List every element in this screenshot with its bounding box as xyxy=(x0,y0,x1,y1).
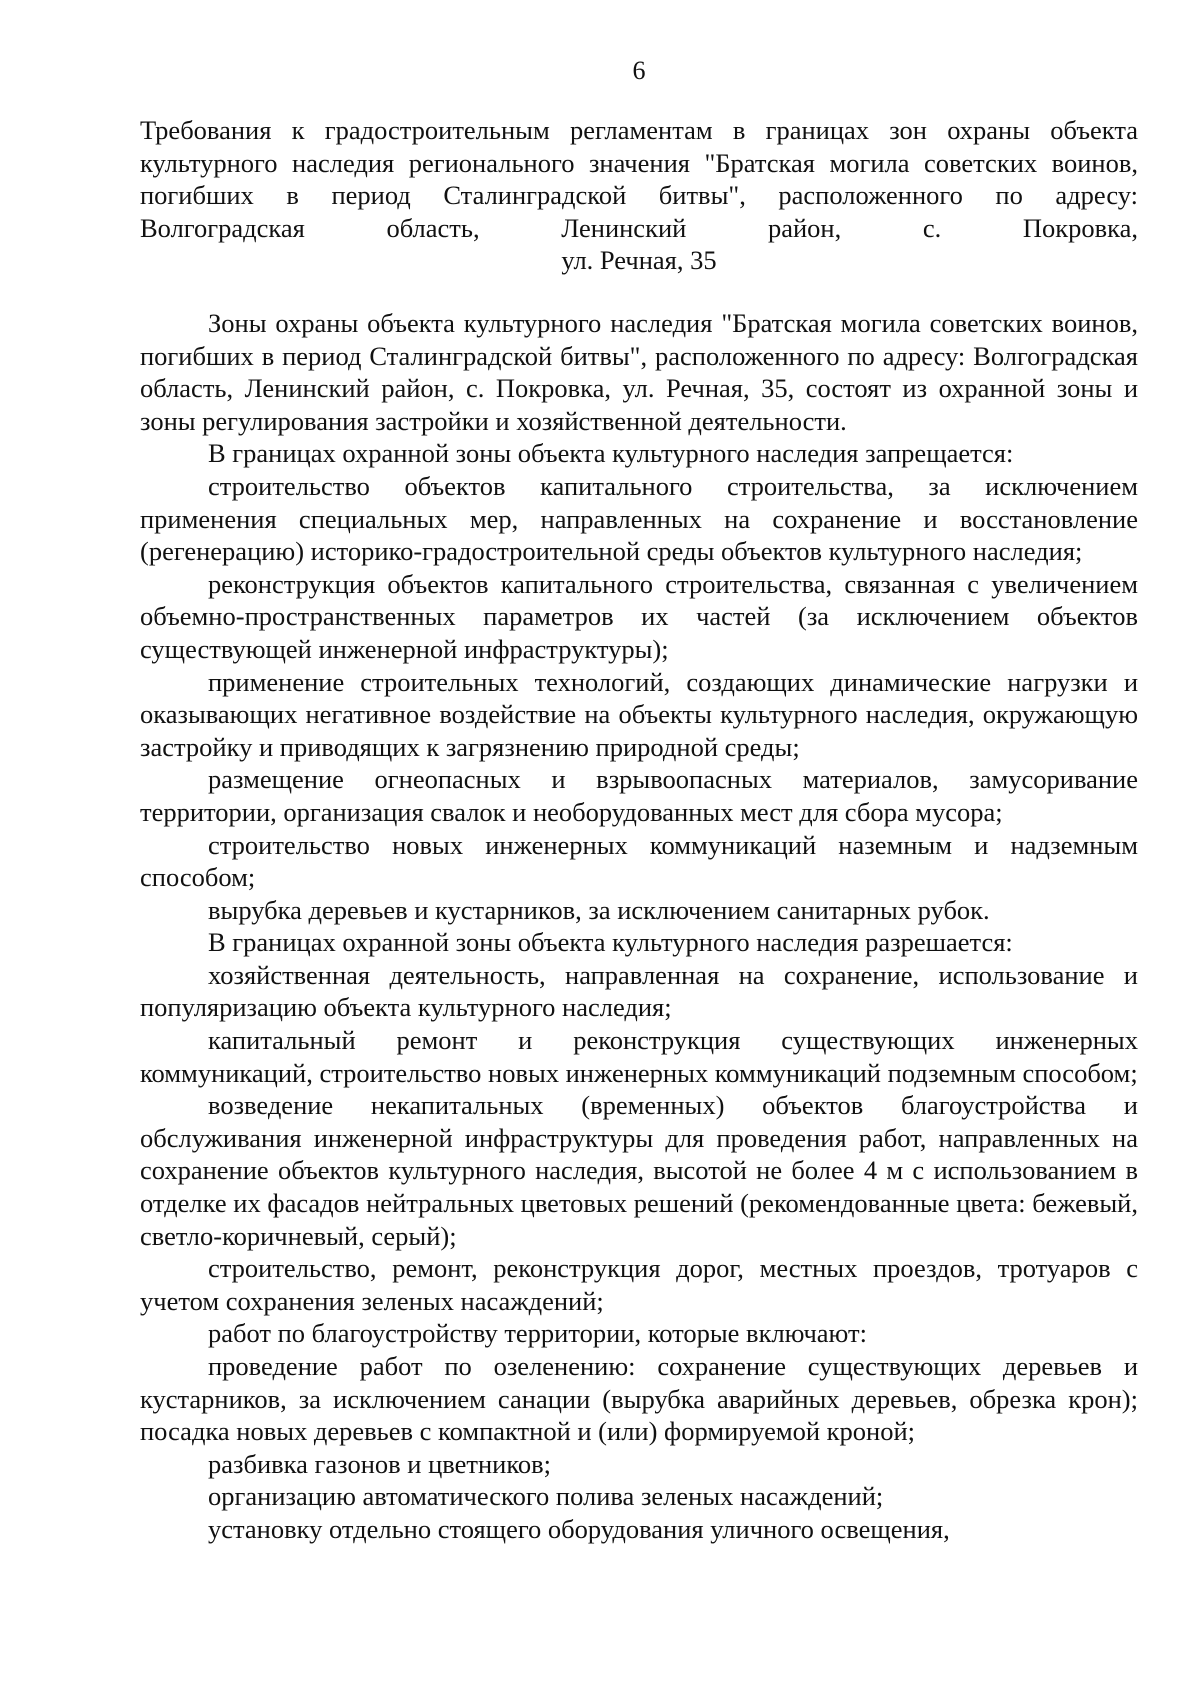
document-heading xyxy=(140,114,1138,277)
paragraph-allowed-item: хозяйственная деятельность, направленная на сохранение, использование и популяризацию объекта культурного наследия; xyxy=(140,959,1138,1023)
heading-line: погибших в период Сталинградской битвы", расположенного по адресу: xyxy=(140,180,1138,210)
paragraph-allowed-heading: В границах охранной зоны объекта культурного наследия разрешается: xyxy=(208,927,1013,958)
paragraph-prohibited-item: размещение огнеопасных и взрывоопасных материалов, замусоривание территории, организация свалок и необорудованных мест для сбора мусора; xyxy=(140,764,1138,827)
heading-address-line: ул. Речная, 35 xyxy=(561,245,717,275)
paragraph-prohibited-item: реконструкция объектов капитального строительства, связанная с увеличением объемно-пространственных параметров их частей (за исключением объектов существующей инженерной инфраструктуры); xyxy=(140,568,1138,664)
paragraph-prohibited-item: строительство объектов капитального строительства, за исключением применения специальных мер, направленных на сохранение и восстановление (регенерацию) историко-градостроительной среды объектов культурного наследия; xyxy=(140,470,1138,567)
paragraph-allowed-item: возведение некапитальных (временных) объектов благоустройства и обслуживания инженерной инфраструктуры для проведения работ, направленных на сохранение объектов культурного наследия, высотой не более 4 м с использованием в отделке их фасадов нейтральных цветовых решений (рекомендованные цвета: бежевый, светло-коричневый, серый); xyxy=(140,1090,1138,1251)
paragraph-allowed-subitem: разбивка газонов и цветников; xyxy=(208,1448,551,1479)
paragraph-allowed-item: строительство, ремонт, реконструкция дорог, местных проездов, тротуаров с учетом сохранения зеленых насаждений; xyxy=(140,1253,1138,1316)
heading-line: культурного наследия регионального значения "Братская могила советских воинов, xyxy=(140,147,1138,178)
paragraph-allowed-item: работ по благоустройству территории, которые включают: xyxy=(208,1318,867,1349)
document-body xyxy=(140,307,1138,1546)
paragraph-prohibited-item: вырубка деревьев и кустарников, за исключением санитарных рубок. xyxy=(208,894,990,925)
paragraph-prohibited-item: применение строительных технологий, создающих динамические нагрузки и оказывающих негативное воздействие на объекты культурного наследия, окружающую застройку и приводящих к загрязнению природной среды; xyxy=(140,666,1138,762)
heading-line: Волгоградская область, Ленинский район, с. Покровка, xyxy=(140,212,1138,243)
paragraph-allowed-subitem: организацию автоматического полива зеленых насаждений; xyxy=(208,1481,884,1512)
paragraph-intro: Зоны охраны объекта культурного наследия "Братская могила советских воинов, погибших в период Сталинградской битвы", расположенного по адресу: Волгоградская область, Ленинский район, с. Покровка, ул. Речная, 35, состоят из охранной зоны и зоны регулирования застройки и хозяйственной деятельности. xyxy=(140,308,1138,436)
paragraph-prohibited-heading: В границах охранной зоны объекта культурного наследия запрещается: xyxy=(208,438,1014,469)
document-page xyxy=(140,0,1138,1697)
paragraph-prohibited-item: строительство новых инженерных коммуникаций наземным и надземным способом; xyxy=(140,829,1138,893)
heading-line: Требования к градостроительным регламентам в границах зон охраны объекта xyxy=(140,115,1138,145)
paragraph-allowed-subitem: проведение работ по озеленению: сохранение существующих деревьев и кустарников, за исключением санации (вырубка аварийных деревьев, обрезка крон); посадка новых деревьев с компактной и (или) формируемой кроной; xyxy=(140,1351,1138,1447)
paragraph-allowed-item: капитальный ремонт и реконструкция существующих инженерных коммуникаций, строительство новых инженерных коммуникаций подземным способом; xyxy=(140,1025,1138,1088)
paragraph-allowed-subitem: установку отдельно стоящего оборудования уличного освещения, xyxy=(208,1513,950,1544)
page-number: 6 xyxy=(632,56,646,85)
